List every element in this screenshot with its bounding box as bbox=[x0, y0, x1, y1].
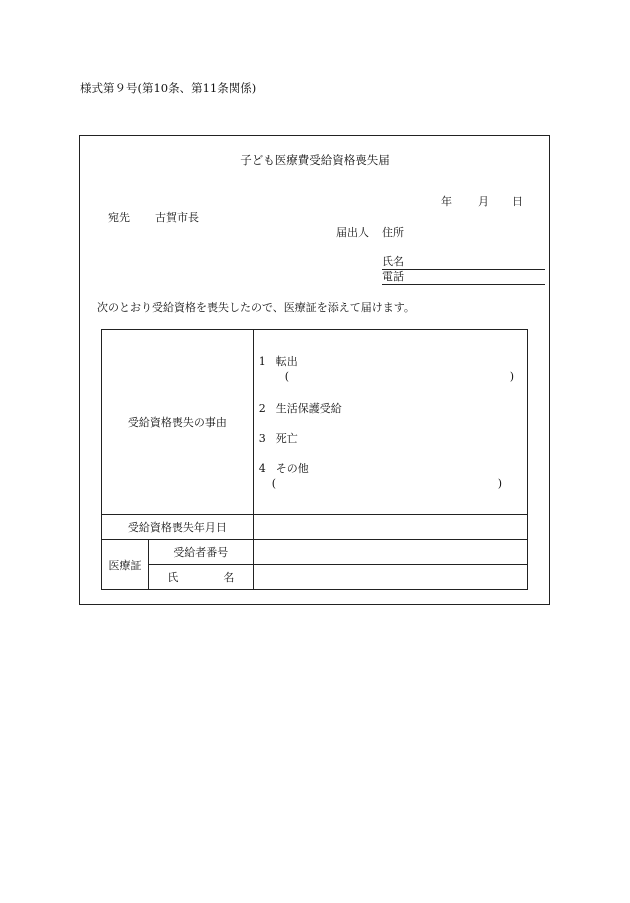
statement-text: 次のとおり受給資格を喪失したので、医療証を添えて届けます。 bbox=[97, 301, 415, 314]
loss-date-label-cell bbox=[102, 515, 254, 540]
recipient-no-label-cell bbox=[148, 540, 253, 565]
reason-4-option[interactable]: その他 bbox=[275, 462, 309, 475]
reason-1-detail-field[interactable] bbox=[296, 370, 501, 384]
form-title: 子ども医療費受給資格喪失届 bbox=[240, 153, 390, 167]
card-name-label-cell bbox=[148, 565, 253, 590]
year-label: 年 bbox=[441, 195, 452, 208]
form-number: 様式第９号(第10条、第11条関係) bbox=[80, 81, 257, 95]
card-name-label-2: 名 bbox=[223, 571, 235, 584]
month-label: 月 bbox=[478, 195, 489, 208]
reason-4-detail-field[interactable] bbox=[284, 477, 489, 491]
reason-2-number: 2 bbox=[258, 402, 266, 415]
reason-label: 受給資格喪失の事由 bbox=[127, 416, 227, 429]
details-table bbox=[101, 329, 528, 590]
reason-3-option[interactable]: 死亡 bbox=[275, 432, 298, 445]
reason-label-cell bbox=[102, 330, 254, 515]
day-label: 日 bbox=[512, 195, 523, 208]
card-label-cell bbox=[102, 540, 149, 590]
addressee-label: 宛先 bbox=[108, 211, 130, 224]
addressee-name: 古賀市長 bbox=[155, 211, 199, 224]
applicant-label: 届出人 bbox=[336, 226, 369, 239]
reason-4-close-paren: ) bbox=[497, 477, 503, 490]
applicant-name-field[interactable] bbox=[382, 255, 545, 270]
card-label: 医療証 bbox=[108, 558, 142, 572]
reason-options-cell bbox=[253, 330, 527, 515]
reason-2-option[interactable]: 生活保護受給 bbox=[275, 402, 342, 415]
loss-date-input-cell[interactable] bbox=[253, 515, 527, 540]
applicant-address-label: 住所 bbox=[382, 226, 404, 239]
applicant-phone-label: 電話 bbox=[382, 270, 404, 283]
reason-1-open-paren: ( bbox=[284, 370, 290, 383]
reason-4-number: 4 bbox=[258, 462, 266, 475]
applicant-name-label: 氏名 bbox=[382, 255, 404, 268]
card-name-label-1: 氏 bbox=[167, 571, 179, 584]
recipient-no-label: 受給者番号 bbox=[173, 546, 229, 559]
recipient-no-input-cell[interactable] bbox=[253, 540, 527, 565]
applicant-phone-field[interactable] bbox=[382, 270, 545, 285]
reason-4-open-paren: ( bbox=[271, 477, 277, 490]
card-name-input-cell[interactable] bbox=[253, 565, 527, 590]
reason-1-number: 1 bbox=[258, 355, 266, 368]
loss-date-label: 受給資格喪失年月日 bbox=[127, 521, 227, 534]
reason-3-number: 3 bbox=[258, 432, 266, 445]
reason-1-close-paren: ) bbox=[509, 370, 515, 383]
reason-1-option[interactable]: 転出 bbox=[275, 355, 298, 368]
